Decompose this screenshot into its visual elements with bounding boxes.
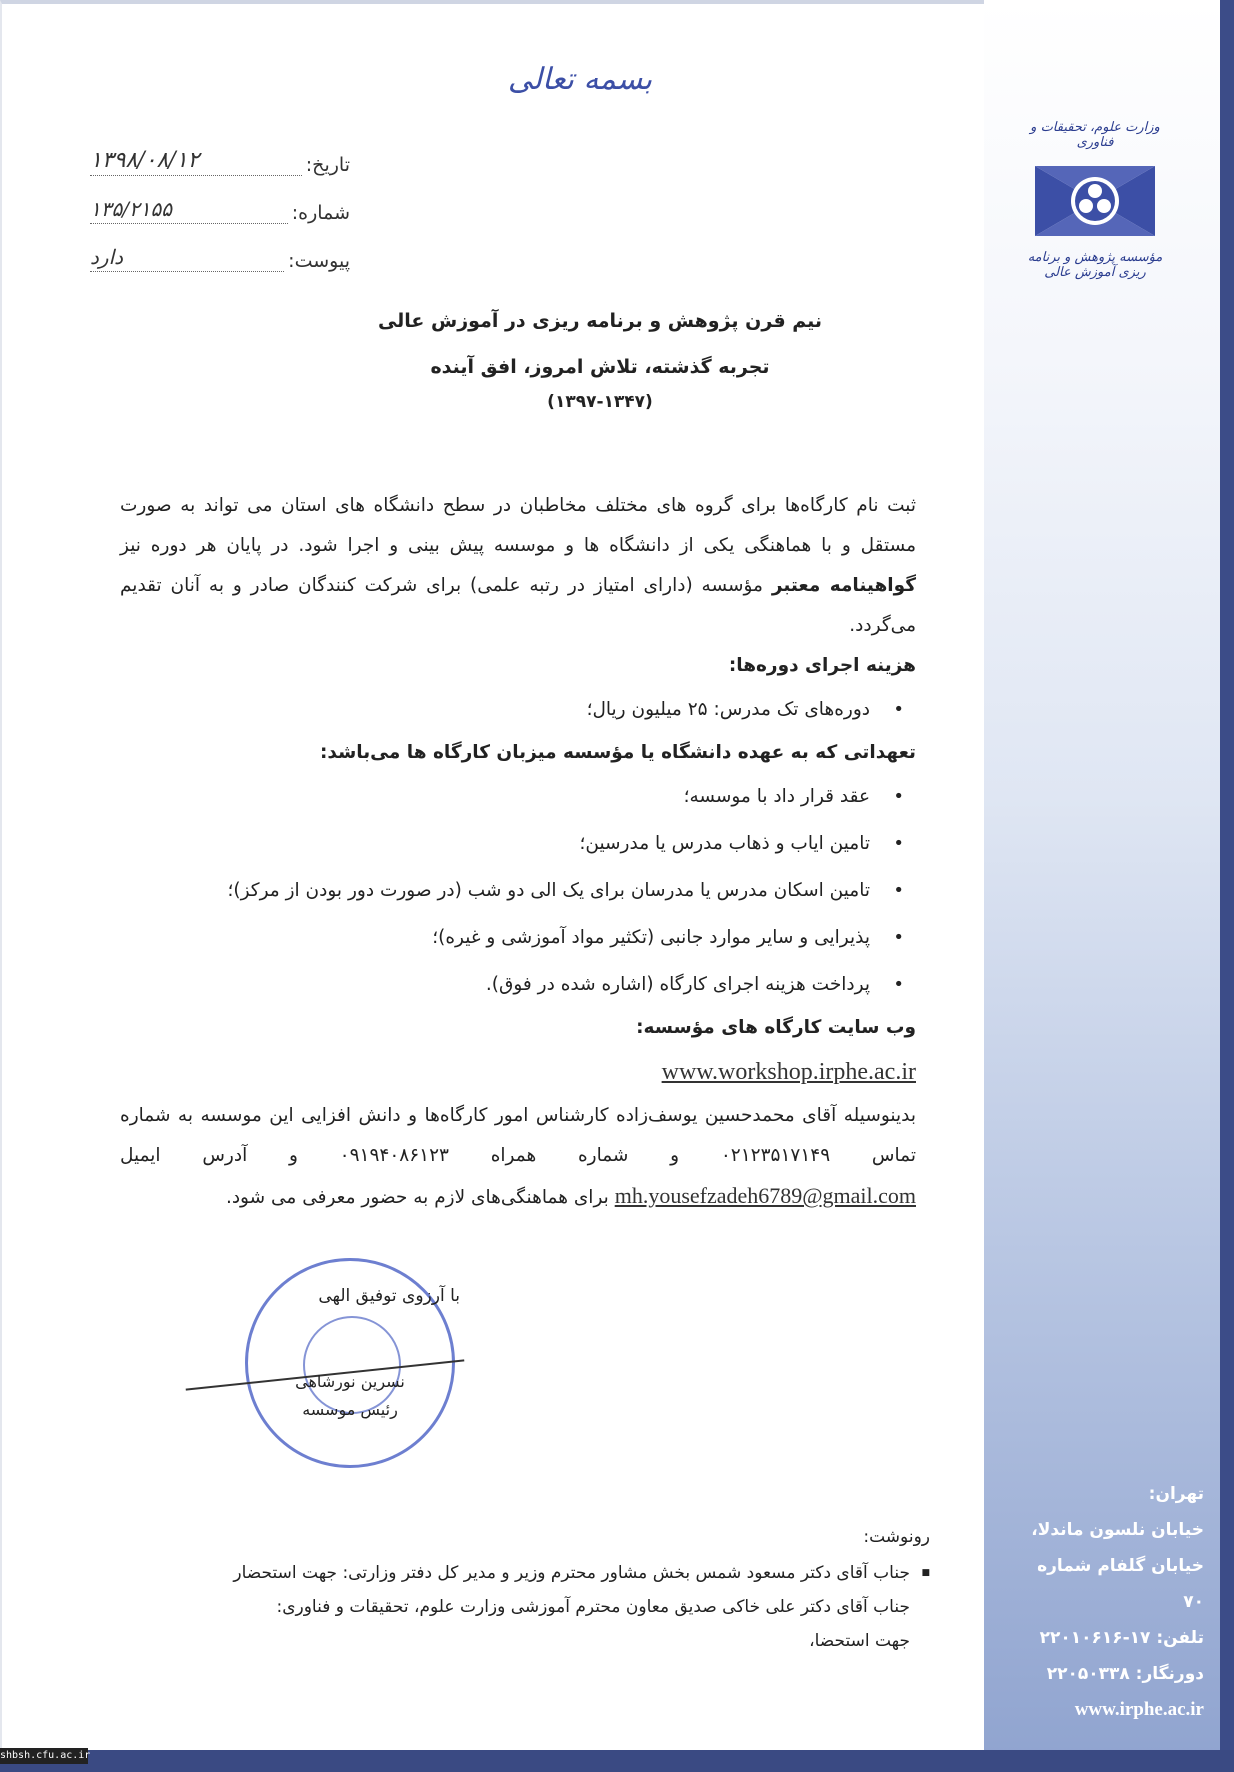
source-corner-tag: shbsh.cfu.ac.ir <box>0 1748 88 1764</box>
institute-name: مؤسسه پژوهش و برنامه ریزی آموزش عالی <box>1027 250 1163 280</box>
closing-phrase: با آرزوی توفیق الهی <box>318 1286 460 1306</box>
signer-block <box>250 1368 450 1424</box>
workshop-website-link-wrap <box>120 1050 916 1094</box>
bismillah-heading: بسمه تعالی <box>507 62 653 97</box>
bottom-strip <box>0 1750 1234 1772</box>
cc-title: رونوشت: <box>863 1527 930 1547</box>
carbon-copy-section <box>120 1520 930 1658</box>
certificate-emphasis: گواهینامه معتبر <box>771 575 916 596</box>
intro-paragraph: ثبت نام کارگاه‌ها برای گروه های مختلف مخاطبان در سطح دانشگاه های استان می تواند به صورت مستقل و با هماهنگی یکی از دانشگاه ها و موسسه پیش بینی و اجرا شود. در پایان هر دوره نیز گواهینامه معتبر مؤسسه (دارای امتیاز در رتبه علمی) برای شرکت کنندگان صادر و به آنان تقدیم می‌گردد. <box>120 495 916 636</box>
letterhead-logo <box>1020 120 1170 280</box>
address-alley: خیابان گلفام شماره ۷۰ <box>1037 1556 1204 1612</box>
date-row <box>90 128 350 176</box>
ministry-name: وزارت علوم، تحقیقات و فناوری <box>1030 120 1160 150</box>
institute-address <box>1020 1476 1204 1728</box>
obligations-list <box>120 773 916 1008</box>
signer-name: نسرین نورشاهی <box>295 1372 405 1391</box>
cc-recipient-2: جناب آقای دکتر علی خاکی صدیق معاون محترم آموزشی وزارت علوم، تحقیقات و فناوری: <box>276 1597 910 1617</box>
attachment-label: پیوست: <box>288 250 350 272</box>
number-row <box>90 176 350 224</box>
list-item: • پرداخت هزینه اجرای کارگاه (اشاره شده در فوق). <box>120 961 870 1008</box>
list-item: • پذیرایی و سایر موارد جانبی (تکثیر مواد آموزشی و غیره)؛ <box>120 914 870 961</box>
address-street: خیابان نلسون ماندلا، <box>1031 1520 1204 1540</box>
number-label: شماره: <box>291 202 350 224</box>
contact-paragraph: بدینوسیله آقای محمدحسین یوسف‌زاده کارشناس امور کارگاه‌ها و دانش افزایی این موسسه به شماره تماس ۰۲۱۲۳۵۱۷۱۴۹ و شماره همراه ۰۹۱۹۴۰۸۶۱۲۳ و آدرس ایمیل mh.yousefzadeh6789@gmail.com برای هماهنگی‌های لازم به حضور معرفی می شود. <box>120 1105 916 1208</box>
cost-list <box>120 686 916 733</box>
address-fax: دورنگار: ۲۲۰۵۰۳۳۸ <box>1046 1664 1204 1684</box>
contact-email-link[interactable]: mh.yousefzadeh6789@gmail.com <box>614 1183 916 1208</box>
list-item: • دوره‌های تک مدرس: ۲۵ میلیون ریال؛ <box>120 686 870 733</box>
list-item: • عقد قرار داد با موسسه؛ <box>120 773 870 820</box>
letter-body <box>120 486 916 1218</box>
address-city: تهران: <box>1148 1484 1204 1504</box>
cc-recipient-2-continuation: جهت استحضا، <box>809 1631 910 1651</box>
anniversary-years: (۱۳۹۷-۱۳۴۷) <box>547 392 653 412</box>
attachment-value: دارد <box>90 245 124 269</box>
date-label: تاریخ: <box>305 154 350 176</box>
list-item: • تامین اسکان مدرس یا مدرسان برای یک الی دو شب (در صورت دور بودن از مرکز)؛ <box>120 867 870 914</box>
institute-emblem-icon <box>1035 156 1155 246</box>
list-item: • تامین ایاب و ذهاب مدرس یا مدرسین؛ <box>120 820 870 867</box>
date-value: ۱۳۹۸/۰۸/۱۲ <box>90 148 200 173</box>
letter-meta <box>90 128 350 272</box>
obligations-heading: تعهداتی که به عهده دانشگاه یا مؤسسه میزبان کارگاه ها می‌باشد: <box>319 742 916 763</box>
website-heading: وب سایت کارگاه های مؤسسه: <box>636 1017 916 1038</box>
address-phone: تلفن: ۱۷-۲۲۰۱۰۶۱۶ <box>1039 1628 1204 1648</box>
anniversary-slogan: تجربه گذشته، تلاش امروز، افق آینده <box>430 356 770 378</box>
attachment-row <box>90 224 350 272</box>
anniversary-title: نیم قرن پژوهش و برنامه ریزی در آموزش عالی <box>377 310 823 332</box>
workshop-website-link[interactable]: www.workshop.irphe.ac.ir <box>661 1059 916 1085</box>
signer-title: رئیس موسسه <box>302 1400 398 1419</box>
cc-recipient-1: ■ جناب آقای دکتر مسعود شمس بخش مشاور محترم وزیر و مدیر کل دفتر وزارتی: جهت استحضار <box>120 1556 930 1590</box>
institute-website-link[interactable]: www.irphe.ac.ir <box>1074 1699 1204 1720</box>
cost-heading: هزینه اجرای دوره‌ها: <box>728 655 916 676</box>
number-value: ۱۳۵/۲۱۵۵ <box>90 197 172 221</box>
right-edge-strip <box>1220 0 1234 1772</box>
